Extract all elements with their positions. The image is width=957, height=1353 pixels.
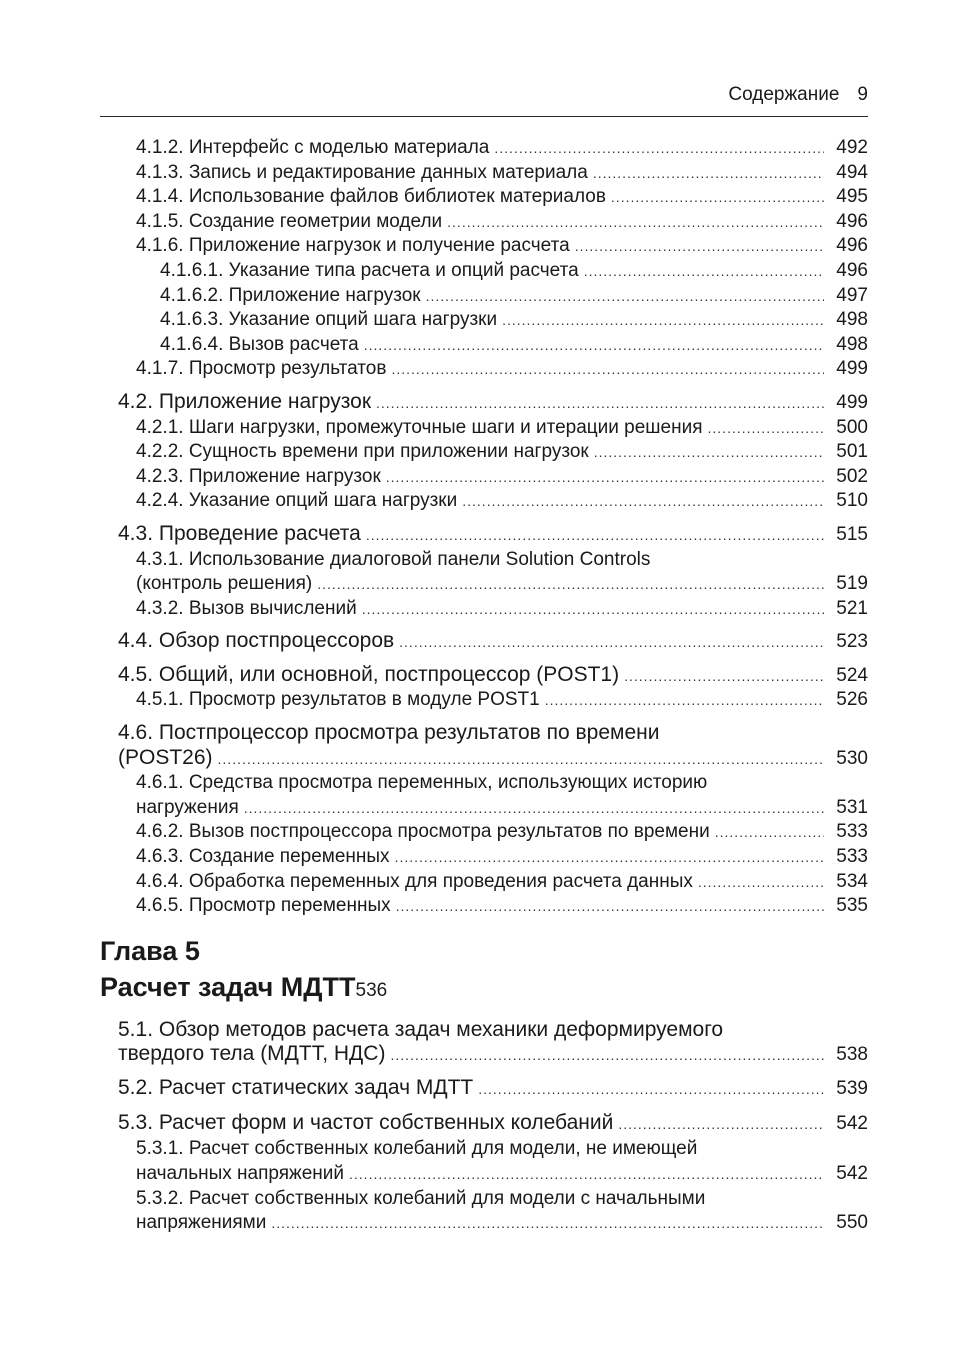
toc-entry (100, 210, 868, 235)
toc-entry-page: 535 (836, 895, 868, 917)
leader-dots (462, 489, 824, 514)
toc-entry (100, 688, 868, 713)
toc-section-page: 515 (836, 523, 868, 545)
toc-entry (100, 870, 868, 895)
toc-section-title: 4.4. Обзор постпроцессоров (118, 629, 395, 653)
toc-entry-title: 4.1.2. Интерфейс с моделью материала (136, 137, 490, 158)
leader-dots (218, 747, 824, 772)
toc-section-page: 539 (836, 1078, 868, 1100)
toc-entry (100, 1137, 868, 1186)
toc-entry-page: 494 (836, 161, 868, 183)
leader-dots (244, 796, 824, 821)
toc-section-title-cont: (POST26) (118, 745, 213, 769)
toc-entry (100, 1187, 868, 1236)
leader-dots (624, 664, 824, 689)
toc-entry-page: 533 (836, 821, 868, 843)
toc-entry-page: 521 (836, 597, 868, 619)
toc-section (100, 1110, 868, 1137)
toc-entry-title: 4.6.1. Средства просмотра переменных, использующих историю (136, 772, 708, 794)
toc-section (100, 390, 868, 416)
toc-entry-title: 4.2.1. Шаги нагрузки, промежуточные шаги и итерации решения (136, 416, 703, 438)
toc-entry (100, 894, 868, 919)
toc-entry-page: 533 (836, 846, 868, 868)
toc-entry-title: 4.2.4. Указание опций шага нагрузки (136, 490, 458, 512)
leader-dots (494, 136, 824, 161)
leader-dots (364, 333, 824, 358)
toc-entry (100, 357, 868, 382)
toc-entry (100, 489, 868, 514)
leader-dots (478, 1077, 824, 1102)
toc-entry (100, 259, 868, 284)
toc-section-page: 524 (836, 664, 868, 686)
toc-entry-page: 498 (836, 309, 868, 331)
toc-entry-page: 550 (836, 1212, 868, 1234)
leader-dots (390, 1043, 824, 1068)
toc-section-title: 4.5. Общий, или основной, постпроцессор (POST1) (118, 662, 620, 686)
toc-entry-title-cont: начальных напряжений (136, 1163, 345, 1184)
leader-dots (698, 870, 824, 895)
toc-entry (100, 465, 868, 490)
toc-entry-title: 4.1.3. Запись и редактирование данных материала (136, 161, 588, 183)
leader-dots (502, 308, 824, 333)
toc-entry (100, 440, 868, 465)
toc-section (100, 629, 868, 655)
leader-dots (584, 259, 824, 284)
page-number: 9 (857, 84, 868, 105)
leader-dots (611, 185, 824, 210)
toc-section-title: 4.3. Проведение расчета (118, 521, 361, 545)
toc-entry-title: 4.3.1. Использование диалоговой панели Solution Controls (136, 548, 651, 570)
leader-dots (395, 845, 824, 870)
toc-entry (100, 845, 868, 870)
toc-section-title: 5.2. Расчет статических задач МДТТ (118, 1076, 474, 1100)
leader-dots (386, 465, 824, 490)
chapter-label: Глава 5 (100, 935, 200, 966)
toc-entry-page: 526 (836, 689, 868, 711)
toc-entry-title: 4.5.1. Просмотр результатов в модуле POST1 (136, 689, 540, 711)
toc-entry-page: 492 (836, 137, 868, 158)
toc-entry-page: 510 (836, 490, 868, 512)
chapter-title: Расчет задач МДТТ (100, 971, 356, 1002)
toc-entry-page: 531 (836, 796, 868, 818)
toc-entry (100, 234, 868, 259)
leader-dots (575, 234, 824, 259)
toc-entry (100, 136, 868, 161)
toc-entry (100, 771, 868, 820)
toc-entry-page: 519 (836, 573, 868, 595)
toc-entry (100, 548, 868, 597)
leader-dots (399, 630, 824, 655)
leader-dots (715, 820, 824, 845)
toc-entry-page: 498 (836, 333, 868, 355)
leader-dots (593, 161, 824, 186)
toc-entry (100, 161, 868, 186)
toc-entry-title: 4.6.4. Обработка переменных для проведения расчета данных (136, 870, 693, 892)
toc-entry-title: 4.1.6.1. Указание типа расчета и опций расчета (160, 259, 579, 281)
leader-dots (366, 523, 824, 548)
leader-dots (391, 357, 824, 382)
leader-dots (447, 210, 824, 235)
toc-entry (100, 597, 868, 622)
toc-entry-title: 4.1.6.3. Указание опций шага нагрузки (160, 309, 498, 331)
toc-entry-page: 501 (836, 441, 868, 463)
toc-entry-title-cont: нагружения (136, 796, 239, 818)
toc-entry-title: 4.1.6. Приложение нагрузок и получение расчета (136, 235, 570, 257)
chapter-page: 536 (355, 979, 388, 1001)
toc-section-title: 4.6. Постпроцессор просмотра результатов по времени (118, 721, 660, 745)
toc-entry-title: 4.3.2. Вызов вычислений (136, 597, 357, 619)
toc-entry-page: 499 (836, 358, 868, 380)
toc-entry-page: 496 (836, 235, 868, 257)
toc-entry-title: 4.6.2. Вызов постпроцессора просмотра результатов по времени (136, 821, 710, 843)
table-of-contents (100, 136, 868, 1236)
toc-section-title: 5.1. Обзор методов расчета задач механики деформируемого (118, 1017, 724, 1041)
toc-entry-title: 5.3.1. Расчет собственных колебаний для модели, не имеющей (136, 1138, 698, 1160)
toc-entry-page: 497 (836, 284, 868, 306)
leader-dots (618, 1112, 824, 1137)
toc-section-title-cont: твердого тела (МДТТ, НДС) (118, 1041, 386, 1065)
toc-entry-title: 4.1.7. Просмотр результатов (136, 358, 387, 380)
leader-dots (594, 440, 824, 465)
toc-entry-title: 4.1.4. Использование файлов библиотек материалов (136, 186, 606, 208)
toc-entry-title: 4.1.6.4. Вызов расчета (160, 333, 359, 355)
toc-entry-title: 4.1.5. Создание геометрии модели (136, 210, 443, 232)
toc-entry (100, 820, 868, 845)
leader-dots (545, 688, 824, 713)
toc-entry-page: 500 (836, 416, 868, 438)
toc-entry-title-cont: (контроль решения) (136, 573, 313, 595)
toc-section-title: 4.2. Приложение нагрузок (118, 389, 372, 413)
toc-entry (100, 308, 868, 333)
toc-section (100, 1075, 868, 1102)
toc-section (100, 1017, 868, 1068)
toc-entry-page: 502 (836, 465, 868, 487)
leader-dots (317, 572, 824, 597)
toc-entry-page: 534 (836, 870, 868, 892)
leader-dots (708, 416, 824, 441)
chapter-title-row (100, 969, 868, 1009)
toc-entry-title: 4.2.2. Сущность времени при приложении нагрузок (136, 441, 589, 463)
toc-entry-title: 4.6.3. Создание переменных (136, 846, 390, 868)
leader-dots (426, 284, 824, 309)
toc-section-page: 538 (836, 1043, 868, 1065)
toc-entry (100, 284, 868, 309)
toc-section-page: 523 (836, 631, 868, 653)
toc-entry-title: 5.3.2. Расчет собственных колебаний для модели с начальными (136, 1187, 706, 1209)
toc-entry-title-cont: напряжениями (136, 1212, 267, 1234)
toc-entry (100, 416, 868, 441)
toc-entry (100, 333, 868, 358)
toc-entry-title: 4.2.3. Приложение нагрузок (136, 465, 381, 487)
toc-entry (100, 185, 868, 210)
leader-dots (362, 597, 824, 622)
leader-dots (396, 894, 824, 919)
toc-section (100, 721, 868, 771)
toc-section-page: 499 (836, 391, 868, 413)
toc-entry-page: 496 (836, 210, 868, 232)
toc-entry-page: 495 (836, 186, 868, 208)
toc-section-title: 5.3. Расчет форм и частот собственных колебаний (118, 1111, 614, 1135)
toc-section-page: 542 (836, 1113, 868, 1135)
leader-dots (271, 1211, 824, 1236)
toc-entry-title: 4.1.6.2. Приложение нагрузок (160, 284, 421, 306)
leader-dots (376, 391, 824, 416)
header-title: Содержание (728, 84, 840, 105)
toc-section (100, 663, 868, 689)
running-header (100, 84, 868, 117)
toc-section (100, 522, 868, 548)
leader-dots (349, 1162, 824, 1187)
toc-section-page: 530 (836, 747, 868, 769)
toc-entry-page: 542 (836, 1163, 868, 1184)
toc-entry-title: 4.6.5. Просмотр переменных (136, 895, 391, 917)
toc-entry-page: 496 (836, 259, 868, 281)
